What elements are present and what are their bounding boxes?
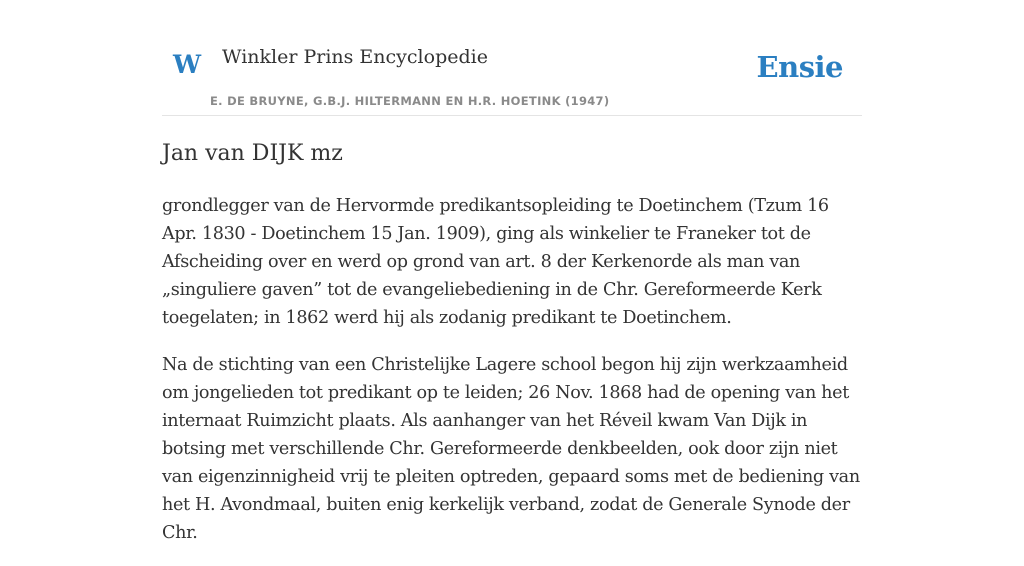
- entry-paragraph: grondlegger van de Hervormde predikantsopleiding te Doetinchem (Tzum 16 Apr. 1830 - Doetinchem 15 Jan. 1909), ging als winkelier te Franeker tot de Afscheiding over en werd op grond van art. 8 der Kerkenorde als man van „singuliere gaven” tot de evangeliebediening in de Chr. Gereformeerde Kerk toegelaten; in 1862 werd hij als zodanig predikant te Doetinchem.: [162, 196, 829, 328]
- page: [162, 0, 862, 543]
- entry-title: Jan van DIJK mz: [162, 141, 343, 166]
- authors-line: E. DE BRUYNE, G.B.J. HILTERMANN EN H.R. HOETINK (1947): [210, 94, 610, 108]
- entry-paragraph: Na de stichting van een Christelijke Lagere school begon hij zijn werkzaamheid om jongelieden tot predikant op te leiden; 26 Nov. 1868 had de opening van het internaat Ruimzicht plaats. Als aanhanger van het Réveil kwam Van Dijk in botsing met verschillende Chr. Gereformeerde denkbeelden, ook door zijn niet van eigenzinnigheid vrij te pleiten optreden, gepaard soms met de bediening van het H. Avondmaal, buiten enig kerkelijk verband, zodat de Generale Synode der Chr.: [162, 355, 860, 543]
- winkler-prins-logo[interactable]: W: [173, 50, 202, 79]
- site-title[interactable]: Winkler Prins Encyclopedie: [222, 46, 488, 68]
- entry-body: [162, 192, 862, 566]
- site-header: [162, 0, 862, 116]
- ensie-brand-logo[interactable]: Ensie: [756, 50, 843, 84]
